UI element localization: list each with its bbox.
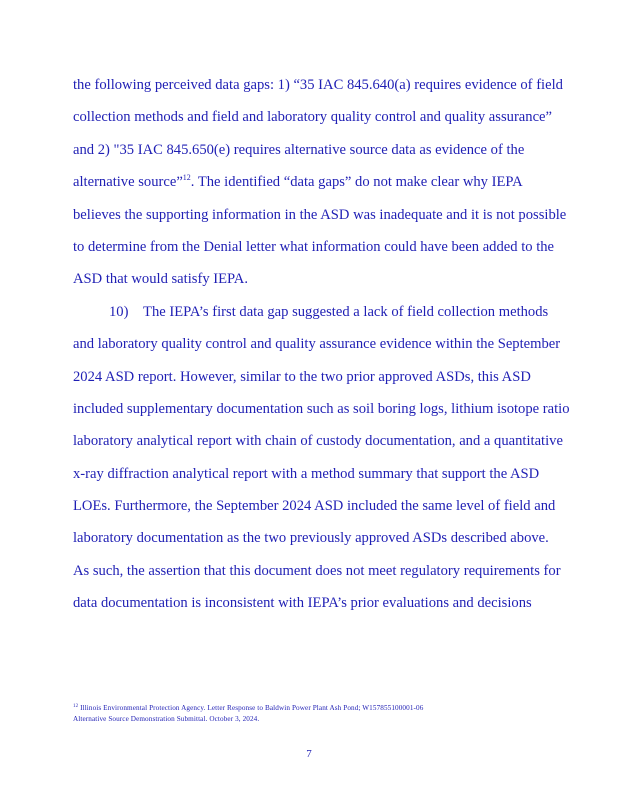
page-number: 7 [306, 748, 312, 760]
footnote-marker: 12 [73, 704, 79, 709]
footnote-text: Illinois Environmental Protection Agency. Letter Response to Baldwin Power Plant Ash Pond; W157855100001-06 [80, 704, 424, 712]
text-line: the following perceived data gaps: 1) “35 IAC 845.640(a) requires evidence of field [73, 77, 563, 93]
text-line: data documentation is inconsistent with IEPA’s prior evaluations and decisions [73, 595, 532, 612]
text-line [73, 166, 608, 198]
text-line: laboratory analytical report with chain of custody documentation, and a quantitative [73, 433, 563, 450]
footnote-line: Alternative Source Demonstration Submittal. October 3, 2024. [73, 714, 260, 723]
footnote-reference[interactable]: 12 [182, 173, 191, 183]
text-line: believes the supporting information in the ASD was inadequate and it is not possible [73, 206, 567, 223]
text-line: LOEs. Furthermore, the September 2024 ASD included the same level of field and [73, 498, 556, 515]
text-line: 2024 ASD report. However, similar to the two prior approved ASDs, this ASD [73, 368, 531, 385]
text-line: and laboratory quality control and quality assurance evidence within the September [73, 336, 561, 353]
text-line: and 2) "35 IAC 845.650(e) requires alternative source data as evidence of the [73, 141, 525, 158]
text-line: included supplementary documentation such as soil boring logs, lithium isotope ratio [73, 400, 570, 417]
footnote-line [73, 703, 553, 714]
text-fragment: alternative source” [73, 174, 183, 191]
text-line: ASD that would satisfy IEPA. [73, 271, 248, 288]
text-line: collection methods and field and laboratory quality control and quality assurance” [73, 109, 553, 126]
text-line: laboratory documentation as the two previously approved ASDs described above. [73, 530, 549, 547]
footnote [73, 703, 553, 724]
body-text [73, 69, 608, 620]
text-fragment: . The identified “data gaps” do not make clear why IEPA [190, 174, 523, 191]
text-line: As such, the assertion that this document does not meet regulatory requirements for [73, 562, 561, 579]
paragraph-10-start: 10) The IEPA’s first data gap suggested a lack of field collection methods [109, 303, 549, 320]
text-line: to determine from the Denial letter what information could have been added to the [73, 238, 555, 255]
text-line: x-ray diffraction analytical report with a method summary that support the ASD [73, 465, 540, 482]
